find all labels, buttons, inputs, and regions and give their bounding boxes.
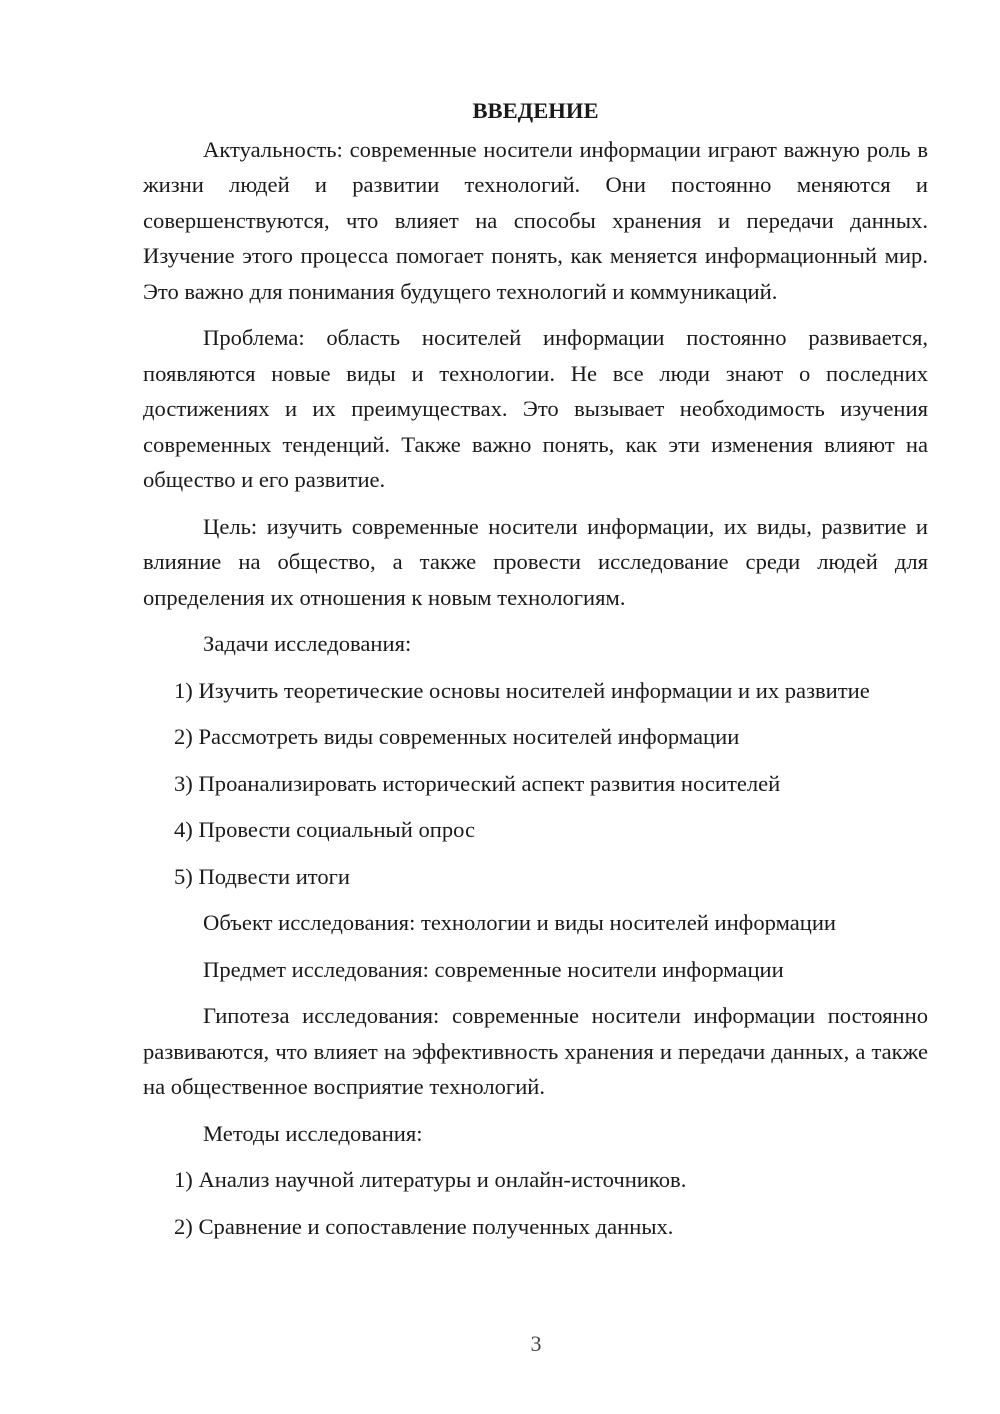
task-item: 4) Провести социальный опрос <box>174 817 476 842</box>
hypothesis-paragraph: Гипотеза исследования: современные носители информации постоянно развиваются, что влияет на эффективность хранения и передачи данных, а также на общественное восприятие технологий. <box>143 1003 928 1099</box>
method-item: 1) Анализ научной литературы и онлайн-источников. <box>174 1167 687 1192</box>
methods-heading: Методы исследования: <box>203 1120 423 1146</box>
research-subject: Предмет исследования: современные носители информации <box>203 956 784 982</box>
goal-paragraph: Цель: изучить современные носители информации, их виды, развитие и влияние на общество, а также провести исследование среди людей для определения их отношения к новым технологиям. <box>143 513 928 610</box>
relevance-paragraph: Актуальность: современные носители информации играют важную роль в жизни людей и развитии технологий. Они постоянно меняются и совершенствуются, что влияет на способы хранения и передачи данных. Изучение этого процесса помогает понять, как меняется информационный мир. Это важно для понимания будущего технологий и коммуникаций. <box>143 136 928 304</box>
page-number: 3 <box>530 1331 542 1356</box>
method-item: 2) Сравнение и сопоставление полученных данных. <box>174 1213 674 1239</box>
task-item: 2) Рассмотреть виды современных носителей информации <box>174 724 740 749</box>
task-item: 1) Изучить теоретические основы носителей информации и их развитие <box>174 677 870 703</box>
document-page <box>143 93 928 1255</box>
research-object: Объект исследования: технологии и виды носителей информации <box>203 910 837 935</box>
task-item: 5) Подвести итоги <box>174 863 351 889</box>
page-title: ВВЕДЕНИЕ <box>472 98 599 123</box>
tasks-heading: Задачи исследования: <box>203 631 412 656</box>
problem-paragraph: Проблема: область носителей информации постоянно развивается, появляются новые виды и технологии. Не все люди знают о последних достижениях и их преимуществах. Это вызывает необходимость изучения современных тенденций. Также важно понять, как эти изменения влияют на общество и его развитие. <box>143 325 928 492</box>
task-item: 3) Проанализировать исторический аспект развития носителей <box>174 770 781 796</box>
